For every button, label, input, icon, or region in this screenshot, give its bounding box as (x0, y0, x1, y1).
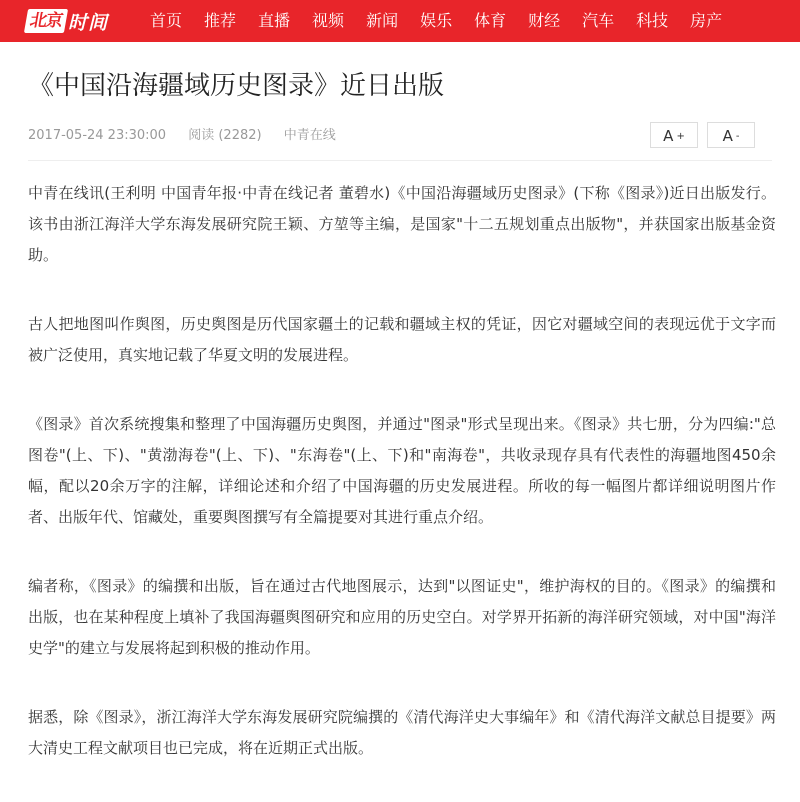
article-meta (28, 126, 354, 146)
nav-item-home[interactable]: 首页 (150, 11, 183, 30)
meta-divider (28, 160, 772, 161)
minus-icon: - (735, 130, 740, 142)
logo-mark: 北京 (24, 9, 68, 33)
publish-date: 2017-05-24 23:30:00 (28, 128, 167, 143)
nav-item-news[interactable]: 新闻 (366, 11, 399, 30)
nav-item-video[interactable]: 视频 (312, 11, 345, 30)
channel-nav (150, 0, 744, 42)
article-source: 中青在线 (283, 128, 336, 143)
nav-item-live[interactable]: 直播 (258, 11, 291, 30)
font-decrease-button[interactable] (707, 122, 755, 148)
nav-item-auto[interactable]: 汽车 (582, 11, 615, 30)
nav-item-recommend[interactable]: 推荐 (204, 11, 237, 30)
top-nav-bar (0, 0, 800, 42)
nav-item-tech[interactable]: 科技 (636, 11, 669, 30)
logo-text: 时间 (68, 11, 109, 34)
site-logo[interactable] (26, 6, 108, 36)
nav-item-realestate[interactable]: 房产 (690, 11, 723, 30)
nav-item-entertainment[interactable]: 娱乐 (420, 11, 453, 30)
paragraph: 编者称，《图录》的编撰和出版，旨在通过古代地图展示，达到"以图证史"，维护海权的目的。《图录》的编撰和出版，也在某种程度上填补了我国海疆舆图研究和应用的历史空白。对学界开拓新的海洋研究领域，对中国"海洋史学"的建立与发展将起到积极的推动作用。 (28, 577, 776, 657)
nav-item-sports[interactable]: 体育 (474, 11, 507, 30)
nav-item-finance[interactable]: 财经 (528, 11, 561, 30)
paragraph: 中青在线讯(王利明 中国青年报·中青在线记者 董碧水)《中国沿海疆域历史图录》(下称《图录》)近日出版发行。该书由浙江海洋大学东海发展研究院王颖、方堃等主编，是国家"十二五规划重点出版物"，并获国家出版基金资助。 (28, 184, 776, 264)
paragraph: 《图录》首次系统搜集和整理了中国海疆历史舆图，并通过"图录"形式呈现出来。《图录》共七册，分为四编:"总图卷"(上、下)、"黄渤海卷"(上、下)、"东海卷"(上、下)和"南海卷"，共收录现存具有代表性的海疆地图450余幅，配以20余万字的注解，详细论述和介绍了中国海疆的历史发展进程。所收的每一幅图片都详细说明图片作者、出版年代、馆藏处，重要舆图撰写有全篇提要对其进行重点介绍。 (28, 415, 776, 526)
font-increase-label: A (663, 127, 674, 145)
article-body (28, 178, 776, 802)
paragraph: 古人把地图叫作舆图，历史舆图是历代国家疆土的记载和疆域主权的凭证，因它对疆域空间的表现远优于文字而被广泛使用，真实地记载了华夏文明的发展进程。 (28, 315, 776, 364)
font-increase-button[interactable] (650, 122, 698, 148)
font-decrease-label: A (722, 127, 733, 145)
read-count: 阅读 (2282) (188, 128, 262, 143)
plus-icon: + (676, 130, 685, 142)
article-title: 《中国沿海疆域历史图录》近日出版 (28, 71, 445, 101)
paragraph: 据悉，除《图录》，浙江海洋大学东海发展研究院编撰的《清代海洋史大事编年》和《清代海洋文献总目提要》两大清史工程文献项目也已完成，将在近期正式出版。 (28, 708, 776, 757)
